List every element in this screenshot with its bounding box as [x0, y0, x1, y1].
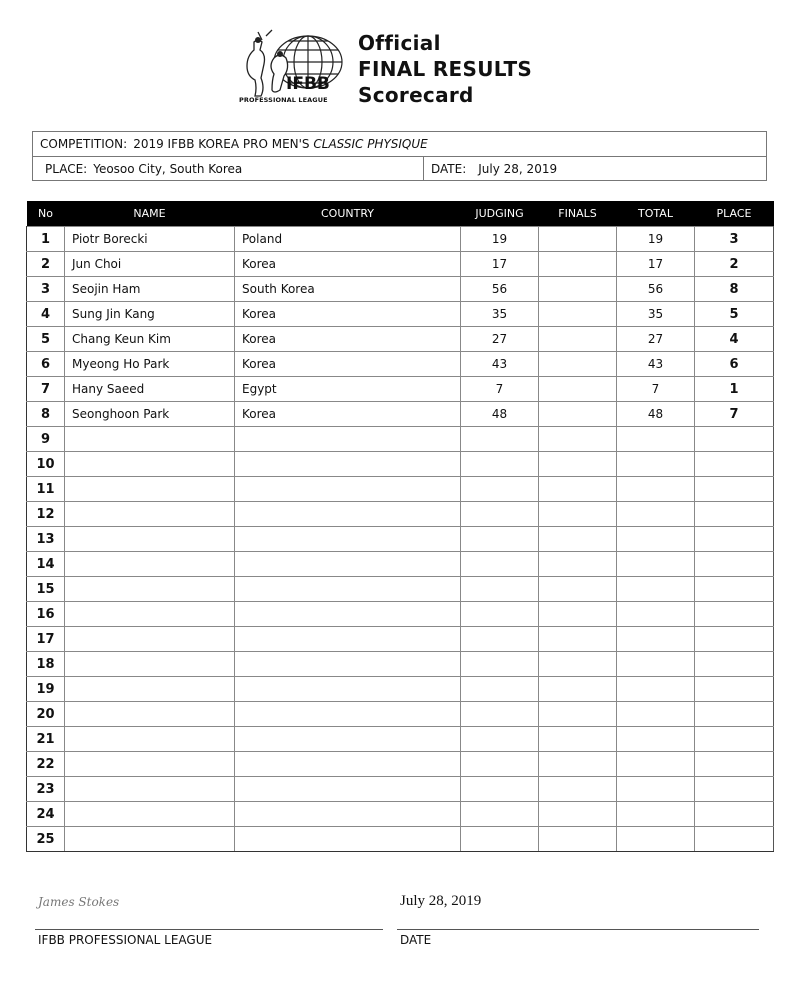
judging-score: 17 — [461, 252, 539, 277]
finals-score — [539, 602, 617, 627]
athlete-name: Seojin Ham — [65, 277, 235, 302]
final-place — [695, 527, 774, 552]
table-row — [27, 402, 774, 427]
athlete-name — [65, 502, 235, 527]
judging-score — [461, 827, 539, 852]
finals-score — [539, 577, 617, 602]
signature-label: IFBB PROFESSIONAL LEAGUE — [38, 933, 213, 947]
final-place — [695, 602, 774, 627]
competition-value: 2019 IFBB KOREA PRO MEN'S — [133, 137, 310, 151]
final-place — [695, 502, 774, 527]
place-label: PLACE: — [45, 162, 88, 176]
athlete-country — [235, 702, 461, 727]
athlete-name: Myeong Ho Park — [65, 352, 235, 377]
total-score — [617, 577, 695, 602]
athlete-country: South Korea — [235, 277, 461, 302]
row-number: 11 — [27, 477, 65, 502]
row-number: 21 — [27, 727, 65, 752]
table-row — [27, 427, 774, 452]
table-row — [27, 702, 774, 727]
date-label: DATE: — [431, 162, 467, 176]
athlete-name — [65, 702, 235, 727]
athlete-country: Poland — [235, 227, 461, 252]
finals-score — [539, 802, 617, 827]
athlete-country — [235, 827, 461, 852]
row-number: 6 — [27, 352, 65, 377]
athlete-country: Korea — [235, 327, 461, 352]
athlete-name — [65, 602, 235, 627]
judging-score — [461, 527, 539, 552]
final-place — [695, 802, 774, 827]
table-row — [27, 652, 774, 677]
athlete-name — [65, 627, 235, 652]
judging-score — [461, 502, 539, 527]
judging-score — [461, 427, 539, 452]
signed-date: July 28, 2019 — [400, 893, 482, 909]
competition-row — [33, 132, 766, 157]
finals-score — [539, 452, 617, 477]
date-value: July 28, 2019 — [478, 162, 558, 176]
row-number: 9 — [27, 427, 65, 452]
place-date-row — [33, 157, 766, 181]
competition-info-box — [32, 131, 767, 181]
judging-score — [461, 627, 539, 652]
results-body — [27, 227, 774, 852]
row-number: 3 — [27, 277, 65, 302]
title-line-3: Scorecard — [358, 83, 474, 107]
athlete-country: Egypt — [235, 377, 461, 402]
total-score — [617, 552, 695, 577]
finals-score — [539, 702, 617, 727]
athlete-name — [65, 777, 235, 802]
athlete-country — [235, 677, 461, 702]
final-place: 4 — [695, 327, 774, 352]
finals-score — [539, 727, 617, 752]
athlete-name: Chang Keun Kim — [65, 327, 235, 352]
athlete-country — [235, 727, 461, 752]
athlete-name — [65, 477, 235, 502]
judging-score — [461, 602, 539, 627]
athlete-country — [235, 652, 461, 677]
competition-division: CLASSIC PHYSIQUE — [313, 137, 428, 151]
final-place: 6 — [695, 352, 774, 377]
athlete-name: Sung Jin Kang — [65, 302, 235, 327]
judging-score — [461, 802, 539, 827]
final-place: 1 — [695, 377, 774, 402]
finals-score — [539, 827, 617, 852]
column-header-name: NAME — [65, 201, 235, 227]
table-row — [27, 502, 774, 527]
final-place — [695, 652, 774, 677]
title-line-1: Official — [358, 31, 441, 55]
table-row — [27, 677, 774, 702]
finals-score — [539, 402, 617, 427]
total-score — [617, 652, 695, 677]
finals-score — [539, 502, 617, 527]
table-row — [27, 327, 774, 352]
judging-score: 7 — [461, 377, 539, 402]
athlete-country — [235, 752, 461, 777]
total-score — [617, 777, 695, 802]
final-place — [695, 452, 774, 477]
judging-score — [461, 677, 539, 702]
row-number: 4 — [27, 302, 65, 327]
date-line — [397, 929, 759, 930]
table-row — [27, 752, 774, 777]
athlete-name: Jun Choi — [65, 252, 235, 277]
row-number: 8 — [27, 402, 65, 427]
athlete-name — [65, 652, 235, 677]
row-number: 19 — [27, 677, 65, 702]
total-score — [617, 677, 695, 702]
finals-score — [539, 252, 617, 277]
total-score: 17 — [617, 252, 695, 277]
table-row — [27, 302, 774, 327]
athlete-country — [235, 627, 461, 652]
athlete-country — [235, 527, 461, 552]
row-number: 12 — [27, 502, 65, 527]
final-place: 2 — [695, 252, 774, 277]
finals-score — [539, 352, 617, 377]
table-row — [27, 452, 774, 477]
row-number: 5 — [27, 327, 65, 352]
athlete-country — [235, 502, 461, 527]
athlete-name — [65, 802, 235, 827]
column-header-place: PLACE — [695, 201, 774, 227]
row-number: 24 — [27, 802, 65, 827]
total-score — [617, 627, 695, 652]
judging-score — [461, 702, 539, 727]
table-row — [27, 377, 774, 402]
finals-score — [539, 477, 617, 502]
judging-score — [461, 727, 539, 752]
table-row — [27, 627, 774, 652]
row-number: 1 — [27, 227, 65, 252]
logo-mark: IFBB — [286, 74, 330, 94]
finals-score — [539, 227, 617, 252]
place-value: Yeosoo City, South Korea — [93, 162, 243, 176]
title-line-2: FINAL RESULTS — [358, 57, 533, 81]
athlete-country: Korea — [235, 252, 461, 277]
total-score — [617, 477, 695, 502]
finals-score — [539, 302, 617, 327]
total-score — [617, 527, 695, 552]
athlete-name: Piotr Borecki — [65, 227, 235, 252]
athlete-name — [65, 752, 235, 777]
athlete-country: Korea — [235, 352, 461, 377]
row-number: 20 — [27, 702, 65, 727]
final-place — [695, 827, 774, 852]
athlete-country — [235, 427, 461, 452]
athlete-name — [65, 677, 235, 702]
total-score: 35 — [617, 302, 695, 327]
column-header-judging: JUDGING — [461, 201, 539, 227]
row-number: 18 — [27, 652, 65, 677]
signature: James Stokes — [38, 895, 120, 909]
judging-score — [461, 652, 539, 677]
row-number: 22 — [27, 752, 65, 777]
final-place — [695, 627, 774, 652]
athlete-country — [235, 452, 461, 477]
row-number: 25 — [27, 827, 65, 852]
column-header-country: COUNTRY — [235, 201, 461, 227]
final-place: 8 — [695, 277, 774, 302]
final-place: 5 — [695, 302, 774, 327]
table-row — [27, 477, 774, 502]
finals-score — [539, 277, 617, 302]
judging-score: 56 — [461, 277, 539, 302]
athlete-country — [235, 777, 461, 802]
row-number: 17 — [27, 627, 65, 652]
finals-score — [539, 652, 617, 677]
judging-score: 48 — [461, 402, 539, 427]
judging-score — [461, 552, 539, 577]
final-place — [695, 477, 774, 502]
total-score: 43 — [617, 352, 695, 377]
table-header-row — [27, 201, 774, 227]
total-score — [617, 827, 695, 852]
row-number: 7 — [27, 377, 65, 402]
finals-score — [539, 777, 617, 802]
scorecard-header — [236, 28, 576, 114]
athlete-name: Seonghoon Park — [65, 402, 235, 427]
finals-score — [539, 752, 617, 777]
final-place: 7 — [695, 402, 774, 427]
row-number: 13 — [27, 527, 65, 552]
total-score — [617, 702, 695, 727]
athlete-country — [235, 477, 461, 502]
athlete-name — [65, 577, 235, 602]
table-row — [27, 827, 774, 852]
finals-score — [539, 677, 617, 702]
column-header-no: No — [27, 201, 65, 227]
row-number: 2 — [27, 252, 65, 277]
finals-score — [539, 527, 617, 552]
table-row — [27, 352, 774, 377]
final-place: 3 — [695, 227, 774, 252]
document-title — [358, 30, 532, 108]
final-place — [695, 577, 774, 602]
athlete-name — [65, 552, 235, 577]
athlete-country — [235, 577, 461, 602]
judging-score — [461, 577, 539, 602]
row-number: 23 — [27, 777, 65, 802]
judging-score: 43 — [461, 352, 539, 377]
signature-line — [35, 929, 383, 930]
row-number: 10 — [27, 452, 65, 477]
row-number: 15 — [27, 577, 65, 602]
total-score — [617, 802, 695, 827]
judging-score: 27 — [461, 327, 539, 352]
date-label-footer: DATE — [400, 933, 432, 947]
table-row — [27, 227, 774, 252]
column-header-finals: FINALS — [539, 201, 617, 227]
total-score: 19 — [617, 227, 695, 252]
row-number: 14 — [27, 552, 65, 577]
table-row — [27, 727, 774, 752]
total-score — [617, 752, 695, 777]
judging-score — [461, 752, 539, 777]
final-place — [695, 777, 774, 802]
final-place — [695, 552, 774, 577]
total-score — [617, 502, 695, 527]
table-row — [27, 527, 774, 552]
table-row — [27, 252, 774, 277]
table-row — [27, 577, 774, 602]
athlete-name — [65, 452, 235, 477]
table-row — [27, 602, 774, 627]
athlete-country: Korea — [235, 302, 461, 327]
total-score — [617, 427, 695, 452]
total-score — [617, 727, 695, 752]
athlete-country — [235, 602, 461, 627]
finals-score — [539, 627, 617, 652]
table-row — [27, 552, 774, 577]
final-place — [695, 427, 774, 452]
total-score — [617, 452, 695, 477]
athlete-name — [65, 727, 235, 752]
athlete-name — [65, 527, 235, 552]
athlete-country — [235, 802, 461, 827]
judging-score: 19 — [461, 227, 539, 252]
total-score: 56 — [617, 277, 695, 302]
table-row — [27, 777, 774, 802]
judging-score — [461, 477, 539, 502]
date-cell — [424, 157, 557, 181]
final-place — [695, 702, 774, 727]
finals-score — [539, 552, 617, 577]
athlete-name — [65, 427, 235, 452]
row-number: 16 — [27, 602, 65, 627]
total-score — [617, 602, 695, 627]
athlete-country: Korea — [235, 402, 461, 427]
total-score: 7 — [617, 377, 695, 402]
judging-score — [461, 777, 539, 802]
judging-score: 35 — [461, 302, 539, 327]
athlete-name: Hany Saeed — [65, 377, 235, 402]
competition-label: COMPETITION: — [40, 137, 128, 151]
total-score: 48 — [617, 402, 695, 427]
finals-score — [539, 377, 617, 402]
judging-score — [461, 452, 539, 477]
final-place — [695, 752, 774, 777]
place-cell — [33, 157, 424, 181]
table-row — [27, 802, 774, 827]
ifbb-logo — [236, 28, 352, 110]
table-row — [27, 277, 774, 302]
athlete-country — [235, 552, 461, 577]
athlete-name — [65, 827, 235, 852]
total-score: 27 — [617, 327, 695, 352]
logo-subtitle: PROFESSIONAL LEAGUE — [239, 96, 328, 104]
final-place — [695, 677, 774, 702]
finals-score — [539, 327, 617, 352]
finals-score — [539, 427, 617, 452]
column-header-total: TOTAL — [617, 201, 695, 227]
results-table — [26, 201, 774, 852]
final-place — [695, 727, 774, 752]
